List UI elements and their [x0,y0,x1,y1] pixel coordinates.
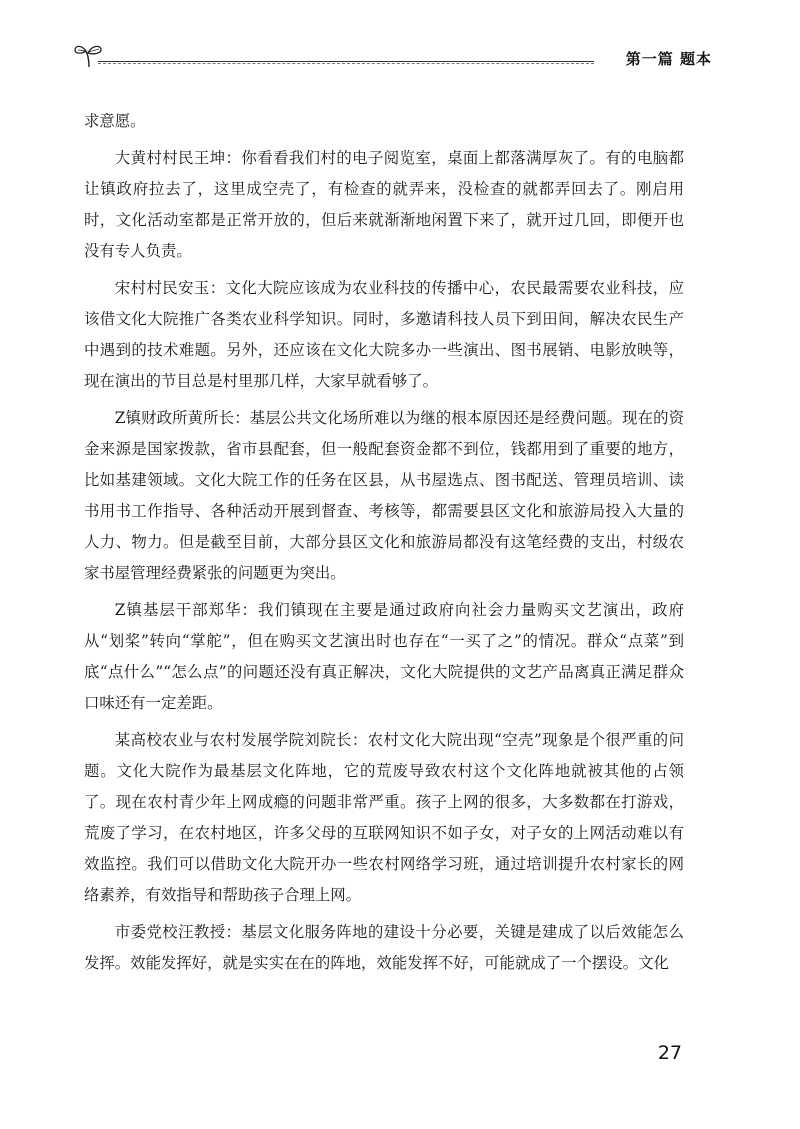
paragraph-cadre-zhenghua: Z镇基层干部郑华：我们镇现在主要是通过政府向社会力量购买文艺演出，政府从“划桨”转向“掌舵”，但在购买文艺演出时也存在“一买了之”的情况。群众“点菜”到底“点什么”“怎么点”的问题还没有真正解决，文化大院提供的文艺产品离真正满足群众口味还有一定差距。 [84,601,684,712]
page-number: 27 [657,1042,682,1064]
paragraph-villager-anyu: 宋村村民安玉：文化大院应该成为农业科技的传播中心，农民最需要农业科技，应该借文化大院推广各类农业科学知识。同时，多邀请科技人员下到田间，解决农民生产中遇到的技术难题。另外，还应该在文化大院多办一些演出、图书展销、电影放映等，现在演出的节目总是村里那几样，大家早就看够了。 [84,279,684,390]
paragraph-finance-director-huang: Z镇财政所黄所长：基层公共文化场所难以为继的根本原因还是经费问题。现在的资金来源是国家拨款，省市县配套，但一般配套资金都不到位，钱都用到了重要的地方，比如基建领域。文化大院工作的任务在区县，从书屋选点、图书配送、管理员培训、读书用书工作指导、各种活动开展到督查、考核等，都需要县区文化和旅游局投入大量的人力、物力。但是截至目前，大部分县区文化和旅游局都没有这笔经费的支出，村级农家书屋管理经费紧张的问题更为突出。 [84,409,684,582]
section-title: 第一篇 题本 [625,50,712,68]
body-text [84,106,684,985]
sprout-icon [72,40,106,70]
paragraph-dean-liu: 某高校农业与农村发展学院刘院长：农村文化大院出现“空壳”现象是个很严重的问题。文化大院作为最基层文化阵地，它的荒废导致农村这个文化阵地就被其他的占领了。现在农村青少年上网成瘾的问题非常严重。孩子上网的很多，大多数都在打游戏，荒废了学习，在农村地区，许多父母的互联网知识不如子女，对子女的上网活动难以有效监控。我们可以借助文化大院开办一些农村网络学习班，通过培训提升农村家长的网络素养，有效指导和帮助孩子合理上网。 [84,731,684,904]
paragraph-professor-wang: 市委党校汪教授：基层文化服务阵地的建设十分必要，关键是建成了以后效能怎么发挥。效能发挥好，就是实实在在的阵地，效能发挥不好，可能就成了一个摆设。文化 [84,923,684,972]
paragraph-villager-wangkun: 大黄村村民王坤：你看看我们村的电子阅览室，桌面上都落满厚灰了。有的电脑都让镇政府拉去了，这里成空壳了，有检查的就弄来，没检查的就都弄回去了。刚启用时，文化活动室都是正常开放的，但后来就渐渐地闲置下来了，就开过几回，即便开也没有专人负责。 [84,149,684,260]
header-rule [98,61,594,62]
paragraph-continuation: 求意愿。 [84,112,146,130]
header-rule-dashed [98,63,594,64]
running-header [72,40,712,70]
